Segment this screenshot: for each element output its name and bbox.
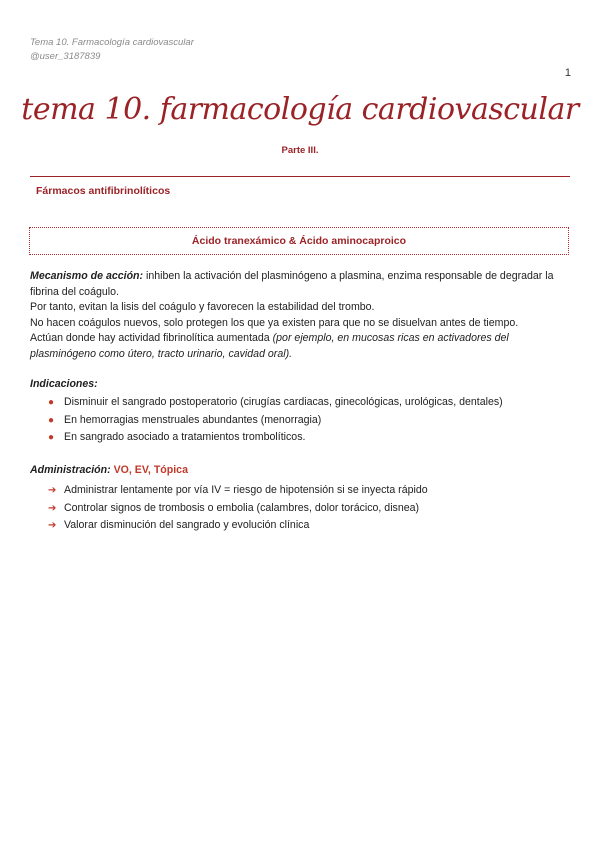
header-course-title: Tema 10. Farmacología cardiovascular [30, 37, 194, 48]
administration-heading [30, 464, 188, 476]
mechanism-line-3: No hacen coágulos nuevos, solo protegen los que ya existen para que no se disuelvan antes de tiempo. [30, 316, 519, 329]
section-title: Fármacos antifibrinolíticos [36, 185, 171, 197]
bullet-icon: ● [48, 397, 55, 408]
page-number: 1 [564, 67, 571, 79]
administration-label: Administración: [30, 464, 111, 476]
drug-name-text: Ácido tranexámico & Ácido aminocaproico [191, 235, 407, 247]
mechanism-line-4-plain: Actúan donde hay actividad fibrinolítica aumentada [30, 332, 273, 344]
administration-routes: VO, EV, Tópica [110, 464, 188, 476]
list-item: ● En hemorragias menstruales abundantes (menorragia) [48, 412, 568, 430]
page-title: tema 10. farmacología cardiovascular [21, 92, 579, 127]
list-item: ➔ Administrar lentamente por vía IV = riesgo de hipotensión si se inyecta rápido [48, 482, 568, 500]
mechanism-paragraph [30, 269, 575, 362]
administration-list [48, 482, 568, 535]
list-item: ● En sangrado asociado a tratamientos trombolíticos. [48, 429, 568, 447]
mechanism-line-4 [30, 331, 575, 362]
list-item: ➔ Valorar disminución del sangrado y evolución clínica [48, 517, 568, 535]
list-item: ● Disminuir el sangrado postoperatorio (cirugías cardiacas, ginecológicas, urológicas, dentales) [48, 394, 568, 412]
mechanism-line-1 [30, 269, 575, 300]
mechanism-text: inhiben la activación del plasminógeno a plasmina, enzima responsable de degradar la fibrina del coágulo. [30, 270, 554, 298]
bullet-icon: ● [48, 414, 55, 426]
mechanism-line-4-italic: (por ejemplo, en mucosas ricas en activadores del plasminógeno como útero, tracto urinario, cavidad oral). [30, 332, 509, 360]
bullet-icon: ● [48, 432, 55, 443]
arrow-right-icon: ➔ [48, 520, 57, 531]
list-item: ➔ Controlar signos de trombosis o embolia (calambres, dolor torácico, disnea) [48, 500, 568, 518]
indications-heading: Indicaciones: [30, 378, 98, 390]
title-divider [30, 176, 570, 177]
arrow-right-icon: ➔ [48, 485, 57, 496]
mechanism-line-2: Por tanto, evitan la lisis del coágulo y favorecen la estabilidad del trombo. [30, 301, 375, 313]
arrow-right-icon: ➔ [48, 502, 57, 514]
header-author: @user_3187839 [30, 51, 101, 62]
mechanism-label: Mecanismo de acción: [30, 270, 144, 282]
page-subtitle: Parte III. [281, 145, 319, 156]
drug-name-box [29, 227, 569, 255]
indications-list [48, 394, 568, 447]
